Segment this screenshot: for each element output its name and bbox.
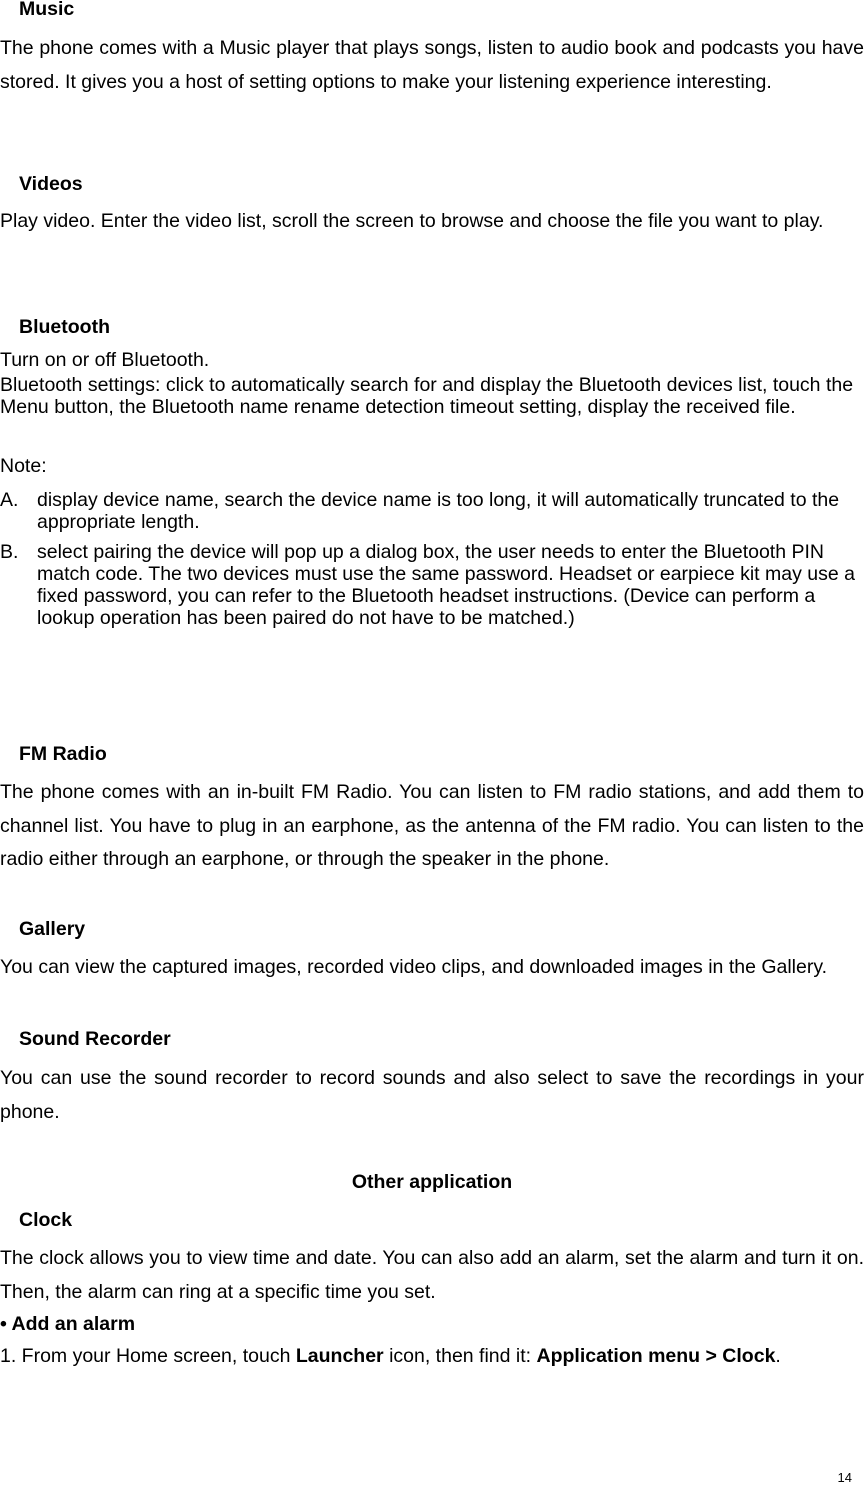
- clock-body: The clock allows you to view time and date. You can also add an alarm, set the alarm and turn it on. Then, the alarm can ring at a specific time you set.: [0, 1247, 864, 1303]
- other-application-title: Other application: [351, 1171, 513, 1193]
- gallery-body: You can view the captured images, recorded video clips, and downloaded images in the Gallery.: [0, 956, 828, 978]
- gallery-heading: Gallery: [19, 918, 86, 940]
- clock-step-1: [0, 1340, 864, 1374]
- fm-radio-body: The phone comes with an in-built FM Radio. You can listen to FM radio stations, and add them to channel list. You have to plug in an earphone, as the antenna of the FM radio. You can listen to the radio either through an earphone, or through the speaker in the phone.: [0, 781, 864, 870]
- music-heading: Music: [19, 0, 75, 20]
- list-text: select pairing the device will pop up a dialog box, the user needs to enter the Bluetooth PIN match code. The two devices must use the same password. Headset or earpiece kit may use a fixed password, you can refer to the Bluetooth headset instructions. (Device can perform a lookup operation has been paired do not have to be matched.): [37, 541, 855, 629]
- list-item: [0, 541, 864, 629]
- videos-heading: Videos: [19, 173, 83, 195]
- bluetooth-line1: Turn on or off Bluetooth.: [0, 349, 210, 371]
- bluetooth-settings-text: Bluetooth settings: click to automatically search for and display the Bluetooth devices list, touch the Menu button, the Bluetooth name rename detection timeout setting, display the received file.: [0, 374, 854, 418]
- add-alarm-heading: • Add an alarm: [0, 1313, 136, 1335]
- bluetooth-note-list: [0, 489, 864, 533]
- application-menu-path: Application menu > Clock: [536, 1345, 776, 1367]
- bluetooth-note-label: Note:: [0, 455, 47, 477]
- list-marker: A.: [0, 489, 19, 511]
- clock-heading: Clock: [19, 1209, 73, 1231]
- bluetooth-note-list-b: [0, 541, 864, 629]
- page-number: 14: [837, 1470, 852, 1485]
- step1-prefix: 1. From your Home screen, touch: [0, 1345, 296, 1367]
- list-text: display device name, search the device name is too long, it will automatically truncated to the appropriate length.: [37, 489, 840, 533]
- list-marker: B.: [0, 541, 19, 563]
- step1-middle: icon, then find it:: [383, 1345, 537, 1367]
- list-item: [0, 489, 864, 533]
- bluetooth-heading: Bluetooth: [19, 316, 110, 338]
- music-body: The phone comes with a Music player that plays songs, listen to audio book and podcasts you have stored. It gives you a host of setting options to make your listening experience interesting.: [0, 37, 864, 93]
- videos-body: Play video. Enter the video list, scroll the screen to browse and choose the file you want to play.: [0, 210, 824, 232]
- launcher-term: Launcher: [295, 1345, 384, 1367]
- sound-recorder-heading: Sound Recorder: [19, 1028, 171, 1050]
- step1-end: .: [775, 1345, 781, 1367]
- fm-radio-heading: FM Radio: [19, 743, 107, 765]
- sound-recorder-body: You can use the sound recorder to record sounds and also select to save the recordings in your phone.: [0, 1067, 864, 1123]
